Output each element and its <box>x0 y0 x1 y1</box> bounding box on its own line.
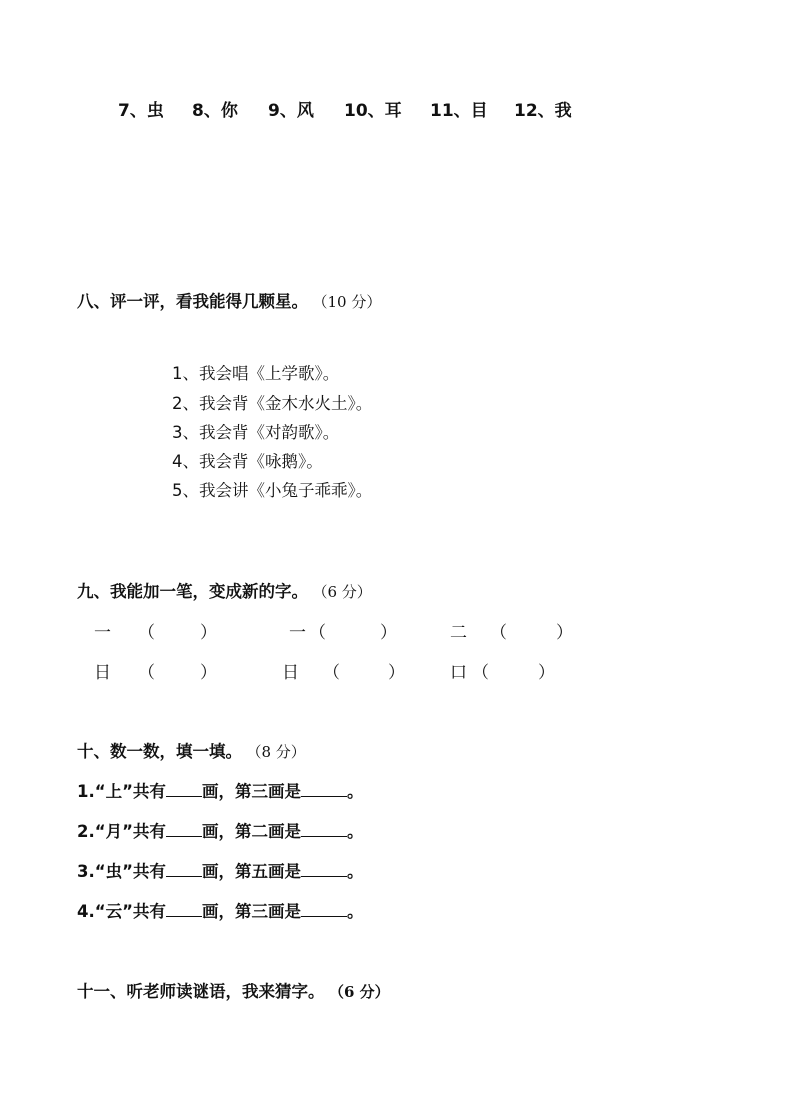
item-middle: 画，第三画是 <box>201 902 301 921</box>
section-8-title: 八、评一评，看我能得几颗星。 <box>77 292 308 311</box>
section-11-score: （6 分） <box>336 983 390 1001</box>
section-11-heading <box>77 978 390 1002</box>
section-8-heading <box>77 288 381 312</box>
item-end: 。 <box>346 782 364 801</box>
paren-open: （ <box>309 623 326 643</box>
base-char: 二 <box>450 623 467 643</box>
section-8-score: （10 分） <box>320 293 382 311</box>
base-char: 日 <box>94 663 111 683</box>
paren-open: （ <box>138 663 155 683</box>
stroke-blank[interactable] <box>301 820 347 837</box>
paren-close: ） <box>388 663 405 683</box>
paren-close: ） <box>538 663 555 683</box>
stroke-blank[interactable] <box>301 860 347 877</box>
item-middle: 画，第三画是 <box>201 782 301 801</box>
paren-open: （ <box>490 623 507 643</box>
char-item: 11、目 <box>430 101 488 121</box>
section-10-score: （8 分） <box>254 743 306 761</box>
stroke-count-item <box>77 898 363 922</box>
item-prefix: 4.“云”共有 <box>77 902 166 921</box>
stroke-count-blank[interactable] <box>166 820 202 837</box>
stroke-count-item <box>77 858 363 882</box>
add-stroke-row-2 <box>0 658 790 684</box>
item-middle: 画，第二画是 <box>201 822 301 841</box>
section-8-item: 5、我会讲《小兔子乖乖》。 <box>172 481 373 500</box>
item-prefix: 1.“上”共有 <box>77 782 166 801</box>
stroke-blank[interactable] <box>301 900 347 917</box>
section-10-title: 十、数一数，填一填。 <box>77 742 242 761</box>
char-item: 8、你 <box>192 101 238 121</box>
paren-open: （ <box>472 663 489 683</box>
item-prefix: 3.“虫”共有 <box>77 862 166 881</box>
char-item: 9、风 <box>268 101 314 121</box>
add-stroke-row-1 <box>0 618 790 644</box>
base-char: 一 <box>289 623 306 643</box>
section-8-item: 2、我会背《金木水火土》。 <box>172 394 373 413</box>
stroke-count-blank[interactable] <box>166 860 202 877</box>
item-end: 。 <box>346 902 364 921</box>
stroke-count-blank[interactable] <box>166 900 202 917</box>
base-char: 口 <box>450 663 467 683</box>
section-8-item: 4、我会背《咏鹅》。 <box>172 452 323 471</box>
base-char: 一 <box>94 623 111 643</box>
paren-close: ） <box>380 623 397 643</box>
paren-open: （ <box>138 623 155 643</box>
item-prefix: 2.“月”共有 <box>77 822 166 841</box>
paren-close: ） <box>200 663 217 683</box>
char-item: 7、虫 <box>118 101 164 121</box>
paren-close: ） <box>556 623 573 643</box>
section-10-heading <box>77 738 306 762</box>
item-end: 。 <box>346 862 364 881</box>
section-11-title: 十一、听老师读谜语，我来猜字。 <box>77 982 325 1001</box>
paren-open: （ <box>323 663 340 683</box>
base-char: 日 <box>282 663 299 683</box>
item-middle: 画，第五画是 <box>201 862 301 881</box>
stroke-count-blank[interactable] <box>166 780 202 797</box>
section-9-heading <box>77 578 372 602</box>
char-item: 10、耳 <box>344 101 402 121</box>
stroke-count-item <box>77 818 363 842</box>
stroke-blank[interactable] <box>301 780 347 797</box>
section-9-title: 九、我能加一笔，变成新的字。 <box>77 582 308 601</box>
stroke-count-item <box>77 778 363 802</box>
section-8-item: 3、我会背《对韵歌》。 <box>172 423 340 442</box>
section-9-score: （6 分） <box>320 583 372 601</box>
paren-close: ） <box>200 623 217 643</box>
item-end: 。 <box>346 822 364 841</box>
section-8-item: 1、我会唱《上学歌》。 <box>172 364 340 383</box>
char-item: 12、我 <box>514 101 572 121</box>
